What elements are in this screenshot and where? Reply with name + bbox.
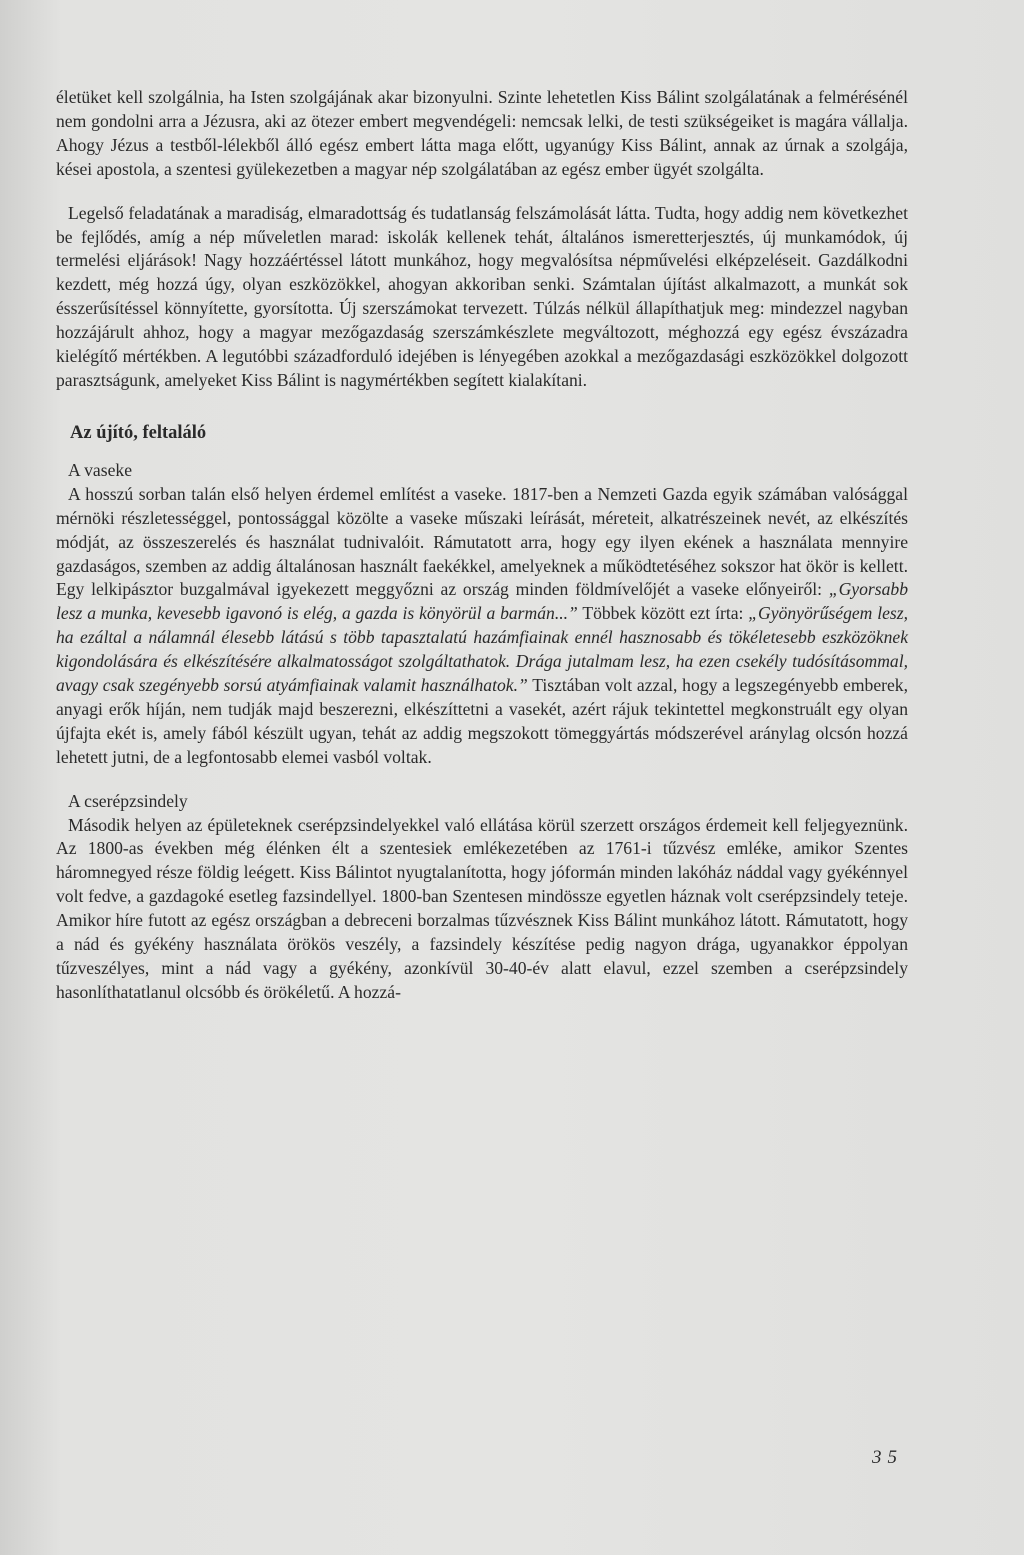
page-number: 35 [872, 1447, 903, 1468]
paragraph-cserepzsindely: Második helyen az épületeknek cserépzsindelyekkel való ellátása körül szerzett országos érdemeit kell feljegyeznünk. Az 1800-as években még élénken élt a szentesiek emlékezetében az 1761-i tűzvész emléke, amikor Szentes háromnegyed része földig leégett. Kiss Bálintot nyugtalanította, hogy jóformán minden lakóház náddal vagy gyékénnyel volt fedve, a gazdagoké esetleg fazsindellyel. 1800-ban Szentesen mindössze egyetlen háznak volt cserépzsindely teteje. Amikor híre futott az egész országban a debreceni borzalmas tűzvésznek Kiss Bálint munkához látott. Rámutatott, hogy a nád és gyékény használata örökös veszély, a fazsindely készítése pedig nagyon drága, ugyanakkor éppolyan tűzveszélyes, mint a nád vagy a gyékény, azonkívül 30-40-év alatt elavul, ezzel szemben a cserépzsindely hasonlíthatatlanul olcsóbb és örökéletű. A hozzá- [56, 814, 908, 1002]
vaseke-text-b: Többek között ezt írta: [577, 603, 749, 624]
paragraph-vaseke [56, 483, 908, 770]
vaseke-quote-2: „Gyönyörűségem lesz, ha ezáltal a nálamnál élesebb látású s több tapasztalatú hazámfiainak ennél hasznosabb és tökéletesebb eszközöknek kigondolására és elkészítésére alkalmatosságot szolgáltathatok. Drága jutalmam lesz, ha ezen csekély tudósításommal, avagy csak szegényebb sorsú atyámfiainak valamit használhatok.” [56, 603, 909, 696]
subheading-vaseke: A vaseke [68, 459, 133, 480]
paragraph-intro-1: életüket kell szolgálnia, ha Isten szolgájának akar bizonyulni. Szinte lehetetlen Kiss Bálint szolgálatának a felmérésénél nem gondolni arra a Jézusra, aki az ötezer embert megvendégeli: nemcsak lelki, de testi szükségeiket is magára vállalja. Ahogy Jézus a testből-lélekből álló egész embert látta maga előtt, ugyanúgy Kiss Bálint, annak az úrnak a szolgája, kései apostola, a szentesi gyülekezetben a magyar nép szolgálatában az egész ember ügyét szolgálta. [56, 87, 908, 179]
subheading-cserepzsindely: A cserépzsindely [68, 790, 188, 811]
section-heading: Az újító, feltaláló [70, 422, 207, 443]
vaseke-quote-1: „Gyorsabb lesz a munka, kevesebb igavonó is elég, a gazda is könyörül a barmán...” [56, 579, 908, 624]
paragraph-intro-2: Legelső feladatának a maradiság, elmaradottság és tudatlanság felszámolását látta. Tudta, hogy addig nem következhet be fejlődés, amíg a nép műveletlen marad: iskolák kellenek tehát, általános ismeretterjesztés, új munkamódok, új termelési eljárások! Nagy hozzáértéssel látott munkához, hogy megvalósítsa népművelési elképzeléseit. Gazdálkodni kezdett, még hozzá úgy, olyan eszközökkel, ahogyan akkoriban senki. Számtalan újítást alkalmazott, a munkát sok ésszerűsítéssel könnyítette, gyorsította. Új szerszámokat tervezett. Túlzás nélkül állapíthatjuk meg: mindezzel nagyban hozzájárult ahhoz, hogy a magyar mezőgazdaság szerszámkészlete megváltozott, méghozzá egy egész évszázadra kielégítő mértékben. A legutóbbi századforduló idejében is lényegében azokkal a mezőgazdasági eszközökkel dolgozott parasztságunk, amelyeket Kiss Bálint is nagymértékben segített kialakítani. [56, 202, 908, 390]
body-text [56, 86, 908, 1005]
vaseke-text-a: A hosszú sorban talán első helyen érdemel említést a vaseke. 1817-ben a Nemzeti Gazda egyik számában valósággal mérnöki részletességgel, pontossággal közölte a vaseke műszaki leírását, méreteit, alkatrészeinek nevét, az elkészítés módját, az összeszerelés és használat tudnivalóit. Rámutatott arra, hogy egy ilyen ekének a használata mennyire gazdaságos, szemben az addig általánosan használt faekékkel, amelyeknek a működtetéséhez sokszor hat ökör is kellett. Egy lelkipásztor buzgalmával igyekezett meggyőzni az ország minden földmívelőjét a vaseke előnyeiről: [56, 483, 908, 600]
vaseke-text-c: Tisztában volt azzal, hogy a legszegényebb emberek, anyagi erők híján, nem tudják majd beszerezni, elkészíttetni a vasekét, azért rájuk tekintettel megkonstruált egy olyan újfajta ekét is, amely fából készült ugyan, tehát az addig megszokott tömeggyártás módszerével aránylag olcsón hozzá lehetett jutni, de a legfontosabb elemei vasból voltak. [56, 675, 908, 767]
